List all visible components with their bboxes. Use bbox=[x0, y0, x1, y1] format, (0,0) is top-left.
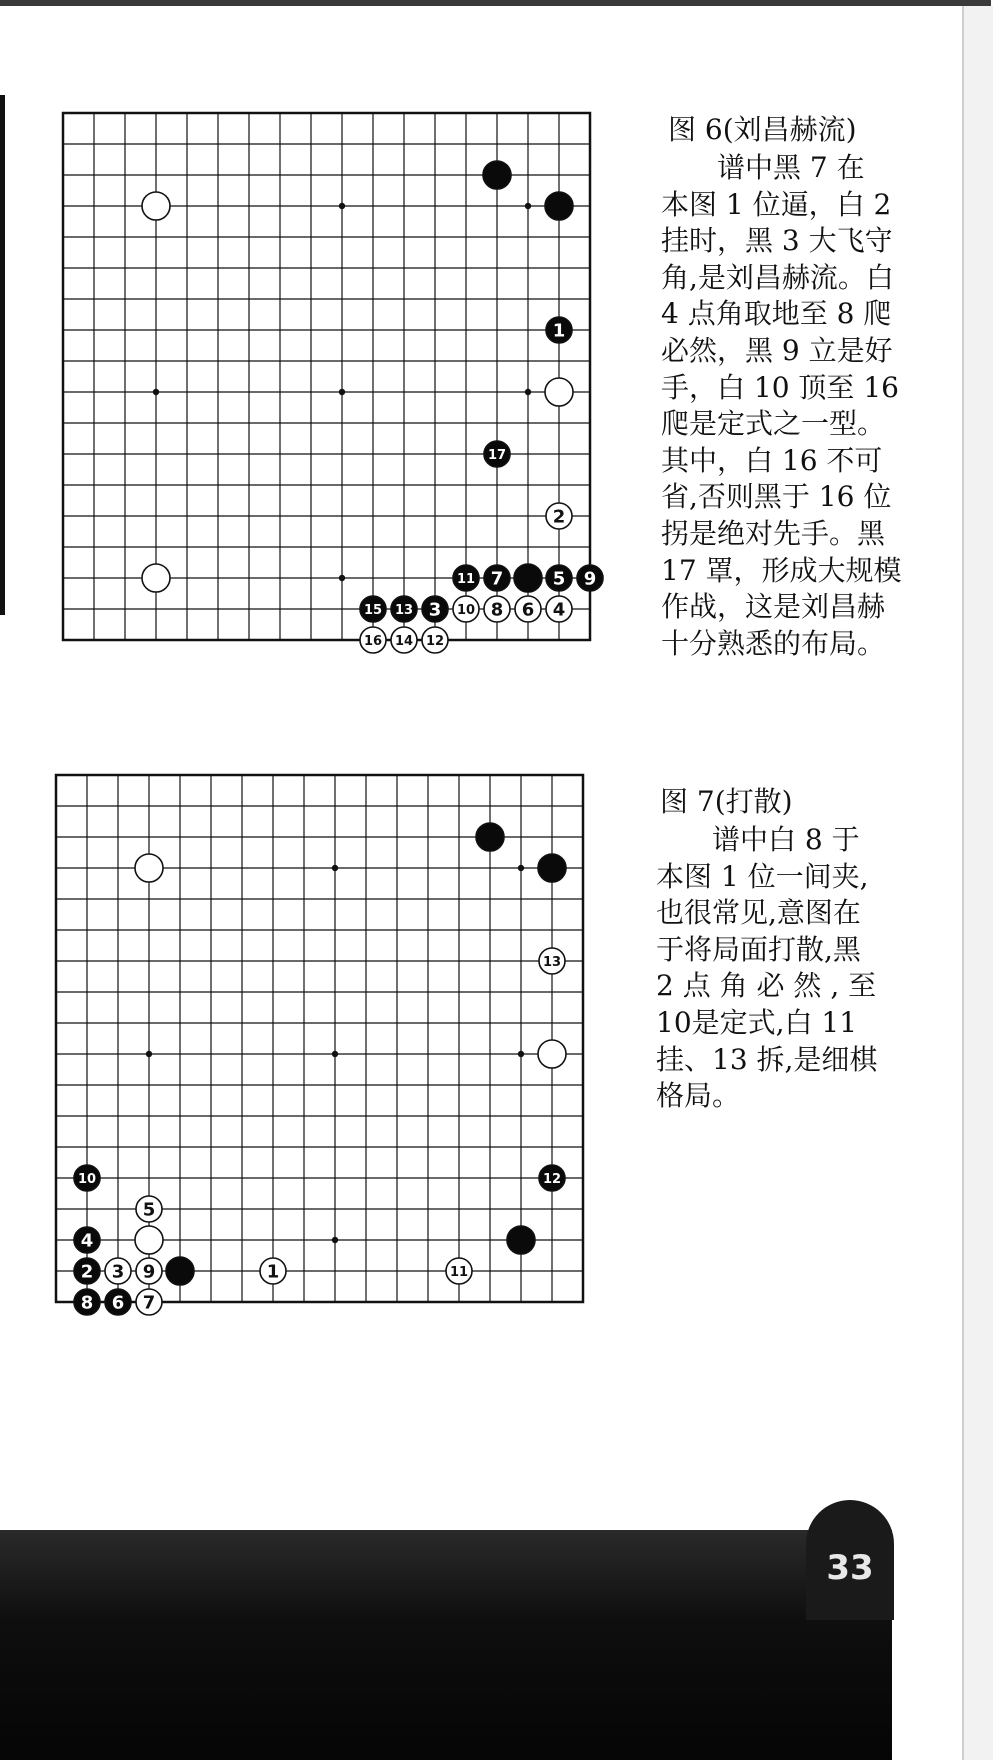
star-point bbox=[339, 389, 345, 395]
move-number-label: 8 bbox=[80, 1292, 94, 1314]
move-number-label: 3 bbox=[111, 1261, 125, 1283]
commentary-line: 本图 1 位逼，白 2 bbox=[661, 187, 892, 221]
star-point bbox=[332, 1051, 338, 1057]
black-stone bbox=[514, 564, 542, 592]
move-number-label: 17 bbox=[487, 448, 507, 463]
commentary-line: 十分熟悉的布局。 bbox=[661, 626, 886, 660]
star-point bbox=[153, 389, 159, 395]
white-stone bbox=[142, 564, 170, 592]
commentary-line: 作战，这是刘昌赫 bbox=[661, 590, 886, 624]
move-number-label: 2 bbox=[552, 506, 566, 528]
commentary-line: 爬是定式之一型。 bbox=[661, 407, 886, 441]
move-number-label: 5 bbox=[552, 568, 566, 590]
white-stone bbox=[538, 1040, 566, 1068]
white-stone bbox=[135, 1226, 163, 1254]
star-point bbox=[332, 1237, 338, 1243]
star-point bbox=[332, 865, 338, 871]
move-number-label: 10 bbox=[77, 1172, 97, 1187]
move-number-label: 4 bbox=[552, 599, 566, 621]
black-stone bbox=[476, 823, 504, 851]
move-number-label: 1 bbox=[266, 1261, 280, 1283]
star-point bbox=[339, 203, 345, 209]
figure-6-commentary bbox=[661, 150, 907, 662]
commentary-line: 17 罩，形成大规模 bbox=[661, 553, 902, 587]
right-page-edge bbox=[962, 6, 993, 1760]
black-stone bbox=[483, 161, 511, 189]
move-number-label: 7 bbox=[142, 1292, 156, 1314]
move-number-label: 7 bbox=[490, 568, 504, 590]
commentary-line: 4 点角取地至 8 爬 bbox=[661, 297, 892, 331]
commentary-line: 谱中白 8 于 bbox=[656, 823, 860, 856]
move-number-label: 6 bbox=[521, 599, 535, 621]
star-point bbox=[518, 865, 524, 871]
black-stone bbox=[545, 192, 573, 220]
move-number-label: 1 bbox=[552, 320, 566, 342]
black-stone bbox=[538, 854, 566, 882]
move-number-label: 3 bbox=[428, 599, 442, 621]
move-number-label: 13 bbox=[542, 955, 562, 970]
board-grid bbox=[63, 113, 603, 653]
commentary-line: 手，白 10 顶至 16 bbox=[661, 370, 899, 404]
move-number-label: 12 bbox=[542, 1172, 562, 1187]
move-number-label: 11 bbox=[456, 572, 476, 587]
commentary-line: 角,是刘昌赫流。白 bbox=[661, 260, 894, 294]
commentary-line: 2 点 角 必 然 , 至 bbox=[656, 969, 877, 1003]
move-number-label: 12 bbox=[425, 634, 445, 649]
figure-7-caption: 图 7(打散) bbox=[660, 785, 793, 818]
black-stone bbox=[166, 1257, 194, 1285]
commentary-line: 于将局面打散,黑 bbox=[656, 932, 861, 966]
star-point bbox=[525, 389, 531, 395]
move-number-label: 4 bbox=[80, 1230, 94, 1252]
commentary-line: 挂时，黑 3 大飞守 bbox=[661, 224, 893, 258]
board-border bbox=[56, 775, 583, 1302]
move-number-label: 14 bbox=[394, 634, 414, 649]
move-number-label: 16 bbox=[363, 634, 383, 649]
commentary-line: 挂、13 拆,是细棋 bbox=[656, 1042, 878, 1076]
star-point bbox=[339, 575, 345, 581]
go-board-figure-6 bbox=[60, 110, 597, 649]
board-border bbox=[63, 113, 590, 640]
move-number-label: 13 bbox=[394, 603, 414, 618]
move-number-label: 5 bbox=[142, 1199, 156, 1221]
move-number-label: 2 bbox=[80, 1261, 94, 1283]
commentary-line: 格局。 bbox=[656, 1079, 741, 1113]
white-stone bbox=[142, 192, 170, 220]
star-point bbox=[518, 1051, 524, 1057]
move-number-label: 10 bbox=[456, 603, 476, 618]
commentary-line: 拐是绝对先手。黑 bbox=[661, 516, 886, 550]
commentary-line: 也很常见,意图在 bbox=[656, 896, 861, 930]
go-board-figure-7 bbox=[53, 772, 562, 1314]
star-point bbox=[525, 203, 531, 209]
move-number-label: 6 bbox=[111, 1292, 125, 1314]
commentary-line: 谱中黑 7 在 bbox=[661, 151, 865, 184]
commentary-line: 其中，白 16 不可 bbox=[661, 443, 883, 477]
move-number-label: 8 bbox=[490, 599, 504, 621]
commentary-line: 10是定式,白 11 bbox=[656, 1005, 858, 1039]
figure-6-caption: 图 6(刘昌赫流) bbox=[668, 113, 857, 146]
white-stone bbox=[545, 378, 573, 406]
move-number-label: 11 bbox=[449, 1265, 469, 1280]
move-number-label: 9 bbox=[583, 568, 597, 590]
figure-7-commentary bbox=[656, 822, 900, 1115]
page-number: 33 bbox=[826, 1548, 874, 1588]
left-page-edge bbox=[0, 95, 5, 615]
white-stone bbox=[135, 854, 163, 882]
window-top-bar bbox=[0, 0, 991, 6]
commentary-line: 必然，黑 9 立是好 bbox=[661, 333, 893, 367]
star-point bbox=[146, 1051, 152, 1057]
black-stone bbox=[507, 1226, 535, 1254]
commentary-line: 省,否则黑于 16 位 bbox=[661, 480, 892, 514]
move-number-label: 9 bbox=[142, 1261, 156, 1283]
board-grid bbox=[56, 775, 583, 1315]
commentary-line: 本图 1 位一间夹, bbox=[656, 859, 869, 893]
move-number-label: 15 bbox=[363, 603, 383, 618]
footer-decoration-band bbox=[0, 1530, 892, 1760]
